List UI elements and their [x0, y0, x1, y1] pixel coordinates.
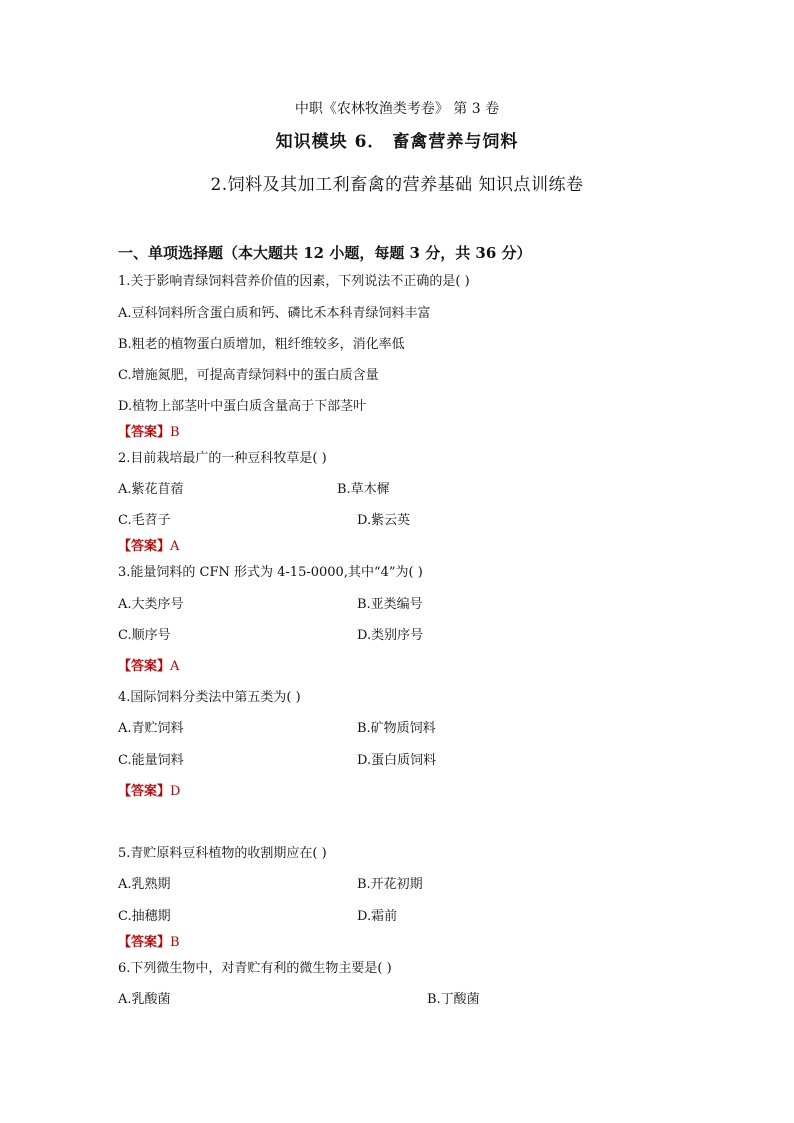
question-5-option-d: D.霜前: [357, 909, 398, 924]
question-3-stem: 3.能量饲料的 CFN 形式为 4-15-0000,其中“4”为( ): [118, 565, 423, 580]
question-1-option-a: A.豆科饲料所含蛋白质和钙、磷比禾本科青绿饲料丰富: [118, 306, 431, 321]
question-2-stem: 2.目前栽培最广的一种豆科牧草是( ): [118, 451, 327, 466]
exam-series-title: 中职《农林牧渔类考卷》 第 3 卷: [294, 101, 500, 117]
question-3-answer: [118, 655, 179, 674]
question-2-option-d: D.紫云英: [357, 513, 411, 528]
question-6-stem: 6.下列微生物中，对青贮有利的微生物主要是( ): [118, 961, 392, 976]
question-3-option-c: C.顺序号: [118, 628, 171, 643]
question-2-option-a: A.紫花苜蓿: [118, 482, 184, 497]
question-2-answer: [118, 535, 179, 554]
section-title: 一、单项选择题（本大题共 12 小题，每题 3 分，共 36 分）: [118, 244, 532, 262]
answer-label: 【答案】: [118, 425, 171, 440]
question-2-option-c: C.毛苕子: [118, 513, 171, 528]
question-1-option-d: D.植物上部茎叶中蛋白质含量高于下部茎叶: [118, 399, 367, 414]
question-1-option-c: C.增施氮肥，可提高青绿饲料中的蛋白质含量: [118, 368, 379, 383]
answer-letter: B: [170, 425, 180, 440]
question-1-stem: 1.关于影响青绿饲料营养价值的因素，下列说法不正确的是( ): [118, 274, 470, 289]
answer-label: 【答案】: [118, 784, 171, 799]
module-title: 知识模块 6． 畜禽营养与饲料: [275, 132, 519, 152]
answer-letter: A: [170, 659, 180, 674]
question-3-option-b: B.亚类编号: [357, 597, 423, 612]
answer-label: 【答案】: [118, 935, 171, 950]
question-3-option-a: A.大类序号: [118, 597, 184, 612]
question-4-option-a: A.青贮饲料: [118, 721, 184, 736]
question-5-stem: 5.青贮原料豆科植物的收割期应在( ): [118, 846, 327, 861]
question-3-option-d: D.类别序号: [357, 628, 424, 643]
question-4-option-d: D.蛋白质饲料: [357, 753, 437, 768]
answer-label: 【答案】: [118, 659, 171, 674]
question-6-option-b: B.丁酸菌: [427, 992, 480, 1007]
question-5-option-b: B.开花初期: [357, 877, 423, 892]
answer-letter: D: [170, 784, 181, 799]
question-1-option-b: B.粗老的植物蛋白质增加，粗纤维较多，消化率低: [118, 337, 405, 352]
paper-title: 2.饲料及其加工利畜禽的营养基础 知识点训练卷: [210, 175, 584, 195]
question-4-stem: 4.国际饲料分类法中第五类为( ): [118, 690, 301, 705]
question-6-option-a: A.乳酸菌: [118, 992, 171, 1007]
question-5-option-c: C.抽穗期: [118, 909, 171, 924]
question-4-option-c: C.能量饲料: [118, 753, 184, 768]
answer-letter: B: [170, 935, 180, 950]
answer-letter: A: [170, 539, 180, 554]
answer-label: 【答案】: [118, 539, 171, 554]
question-2-option-b: B.草木樨: [337, 482, 390, 497]
question-4-option-b: B.矿物质饲料: [357, 721, 436, 736]
question-4-answer: [118, 780, 180, 799]
question-5-option-a: A.乳熟期: [118, 877, 171, 892]
question-1-answer: [118, 421, 180, 440]
question-5-answer: [118, 931, 180, 950]
